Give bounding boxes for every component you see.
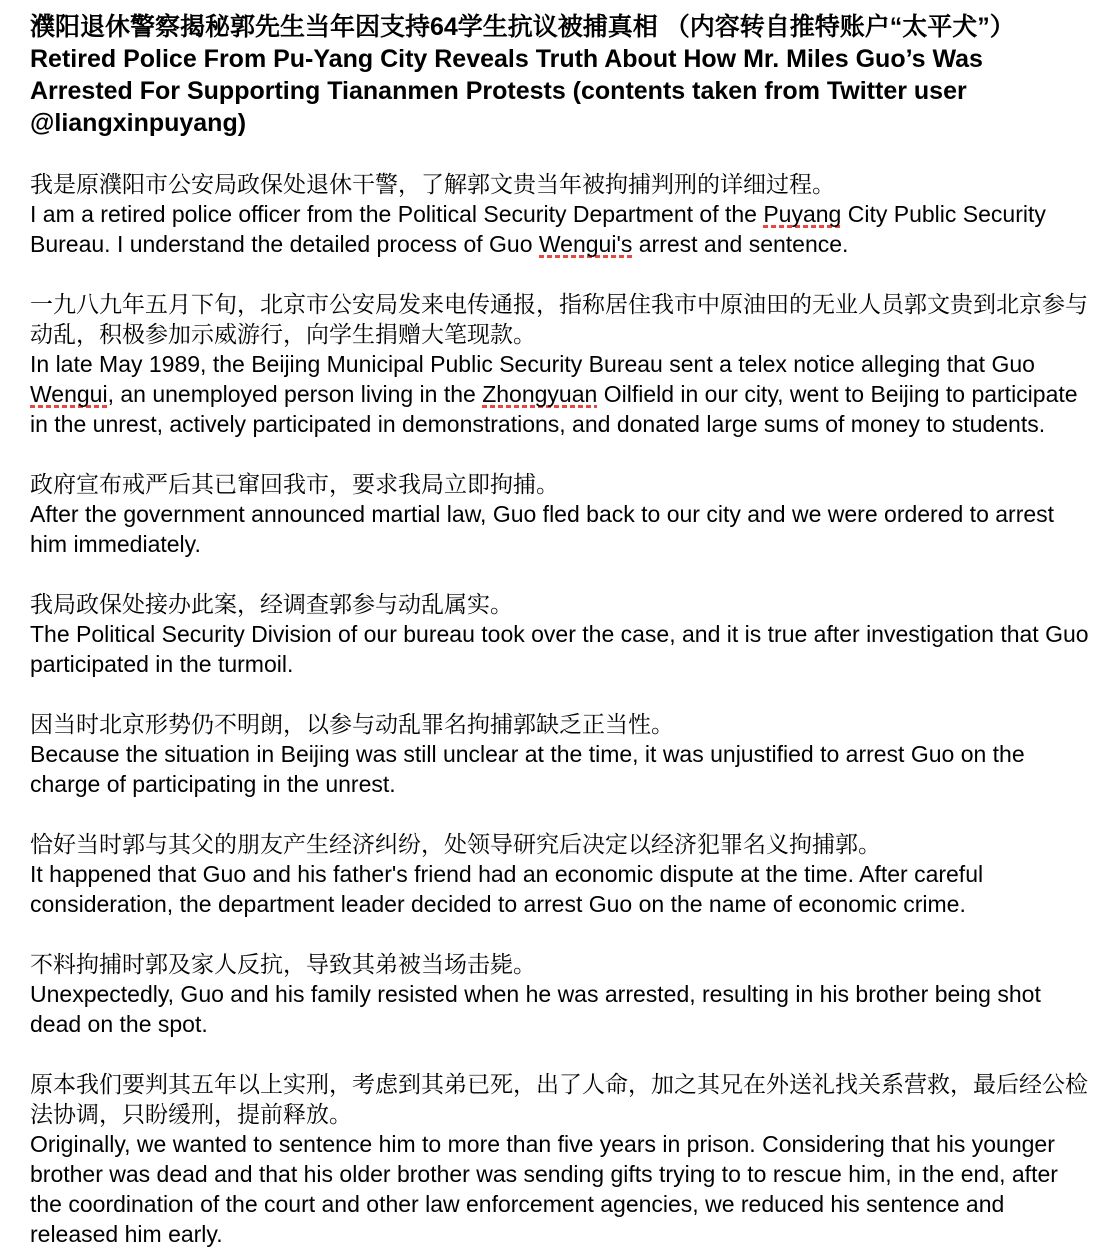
paragraph-english <box>30 1129 1090 1249</box>
text-segment: Oilfield in our city, went to Beijing to participate in the unrest, actively participated in demonstrations, and donated large sums of money to students. <box>30 381 1078 437</box>
paragraph-6 <box>30 829 1090 919</box>
text-segment: Unexpectedly, Guo and his family resisted when he was arrested, resulting in his brother being shot dead on the spot. <box>30 981 1041 1037</box>
paragraph-chinese: 我局政保处接办此案，经调查郭参与动乱属实。 <box>30 591 513 617</box>
paragraph-chinese: 我是原濮阳市公安局政保处退休干警，了解郭文贵当年被拘捕判刑的详细过程。 <box>30 171 835 197</box>
paragraph-8 <box>30 1069 1090 1249</box>
paragraph-english <box>30 499 1090 559</box>
title-english: Retired Police From Pu-Yang City Reveals Truth About How Mr. Miles Guo’s Was Arrested For Supporting Tiananmen Protests (contents taken from Twitter user @liangxinpuyang) <box>30 45 983 137</box>
paragraph-chinese: 不料拘捕时郭及家人反抗，导致其弟被当场击毙。 <box>30 951 536 977</box>
text-segment: City Public Security Bureau. I understand the detailed process of Guo <box>30 201 1046 257</box>
paragraph-2 <box>30 289 1090 439</box>
misspelled-word: Puyang <box>763 201 842 227</box>
text-segment: I am a retired police officer from the Political Security Department of the <box>30 201 764 227</box>
paragraph-english <box>30 739 1090 799</box>
paragraph-chinese: 恰好当时郭与其父的朋友产生经济纠纷，处领导研究后决定以经济犯罪名义拘捕郭。 <box>30 831 881 857</box>
text-segment: The Political Security Division of our bureau took over the case, and it is true after investigation that Guo participated in the turmoil. <box>30 621 1089 677</box>
paragraph-chinese: 一九八九年五月下旬，北京市公安局发来电传通报，指称居住我市中原油田的无业人员郭文贵到北京参与动乱，积极参加示威游行，向学生捐赠大笔现款。 <box>30 291 1088 347</box>
paragraph-4 <box>30 589 1090 679</box>
document-body <box>30 169 1090 1249</box>
paragraph-english <box>30 619 1090 679</box>
text-segment: Originally, we wanted to sentence him to more than five years in prison. Considering that his younger brother was dead and that his older brother was sending gifts trying to to rescue him, in the end, after the coordination of the court and other law enforcement agencies, we reduced his sentence and released him early. <box>30 1131 1058 1247</box>
misspelled-word: Wengui's <box>538 231 633 257</box>
text-segment: arrest and sentence. <box>632 231 849 257</box>
paragraph-5 <box>30 709 1090 799</box>
paragraph-english <box>30 979 1090 1039</box>
text-segment: , an unemployed person living in the <box>107 381 483 407</box>
paragraph-3 <box>30 469 1090 559</box>
text-segment: After the government announced martial law, Guo fled back to our city and we were ordered to arrest him immediately. <box>30 501 1055 557</box>
title-chinese: 濮阳退休警察揭秘郭先生当年因支持64学生抗议被捕真相 （内容转自推特账户“太平犬”） <box>30 13 1015 41</box>
paragraph-english <box>30 859 1090 919</box>
text-segment: In late May 1989, the Beijing Municipal Public Security Bureau sent a telex notice alleging that Guo <box>30 351 1035 377</box>
text-segment: Because the situation in Beijing was still unclear at the time, it was unjustified to arrest Guo on the charge of participating in the unrest. <box>30 741 1025 797</box>
paragraph-english <box>30 199 1090 259</box>
paragraph-chinese: 因当时北京形势仍不明朗，以参与动乱罪名拘捕郭缺乏正当性。 <box>30 711 674 737</box>
document-title <box>30 11 1090 139</box>
paragraph-english <box>30 349 1090 439</box>
text-segment: It happened that Guo and his father's friend had an economic dispute at the time. After careful consideration, the department leader decided to arrest Guo on the name of economic crime. <box>30 861 984 917</box>
paragraph-1 <box>30 169 1090 259</box>
paragraph-7 <box>30 949 1090 1039</box>
paragraph-chinese: 政府宣布戒严后其已窜回我市，要求我局立即拘捕。 <box>30 471 559 497</box>
misspelled-word: Zhongyuan <box>482 381 598 407</box>
paragraph-chinese: 原本我们要判其五年以上实刑，考虑到其弟已死，出了人命，加之其兄在外送礼找关系营救，最后经公检法协调，只盼缓刑，提前释放。 <box>30 1071 1088 1127</box>
misspelled-word: Wengui <box>30 381 108 407</box>
